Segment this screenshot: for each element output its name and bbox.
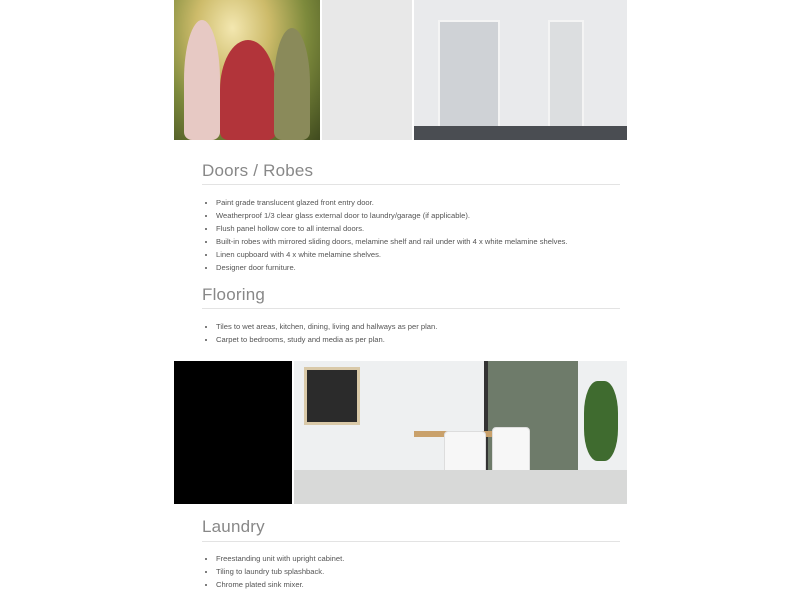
list-item: • Chrome plated sink mixer. — [216, 579, 636, 592]
family-photo — [174, 0, 320, 140]
robe-photo — [414, 0, 627, 140]
adult-figure — [220, 40, 276, 140]
list-item: • Linen cupboard with 4 x white melamine shelves. — [216, 249, 636, 262]
list-item: • Carpet to bedrooms, study and media as per plan. — [216, 334, 636, 347]
section-divider — [202, 541, 620, 542]
dining-photo — [294, 361, 627, 504]
floor — [414, 126, 627, 140]
list-item: • Weatherproof 1/3 clear glass external door to laundry/garage (if applicable). — [216, 210, 636, 223]
black-photo-panel — [174, 361, 292, 504]
list-item: • Freestanding unit with upright cabinet. — [216, 553, 636, 566]
doors-list — [202, 197, 636, 274]
laundry-list — [202, 553, 636, 592]
list-item: • Tiles to wet areas, kitchen, dining, living and hallways as per plan. — [216, 321, 636, 334]
section-divider — [202, 184, 620, 185]
floor — [294, 470, 627, 504]
list-item: • Tiling to laundry tub splashback. — [216, 566, 636, 579]
doorway — [548, 20, 584, 130]
section-title-doors: Doors / Robes — [202, 161, 314, 180]
list-item: • Flush panel hollow core to all internal doors. — [216, 223, 636, 236]
list-item: • Built-in robes with mirrored sliding doors, melamine shelf and rail under with 4 x white melamine shelves. — [216, 236, 636, 249]
list-item: • Paint grade translucent glazed front entry door. — [216, 197, 636, 210]
child-figure — [184, 20, 220, 140]
section-title-flooring: Flooring — [202, 285, 266, 304]
robe-door — [438, 20, 500, 130]
document-page — [174, 0, 627, 600]
section-title-laundry: Laundry — [202, 517, 265, 536]
list-item: • Designer door furniture. — [216, 262, 636, 275]
blank-photo-panel — [322, 0, 412, 140]
flooring-list — [202, 321, 636, 347]
wall-art — [304, 367, 360, 425]
section-divider — [202, 308, 620, 309]
plant — [584, 381, 618, 461]
child-figure — [274, 28, 310, 140]
